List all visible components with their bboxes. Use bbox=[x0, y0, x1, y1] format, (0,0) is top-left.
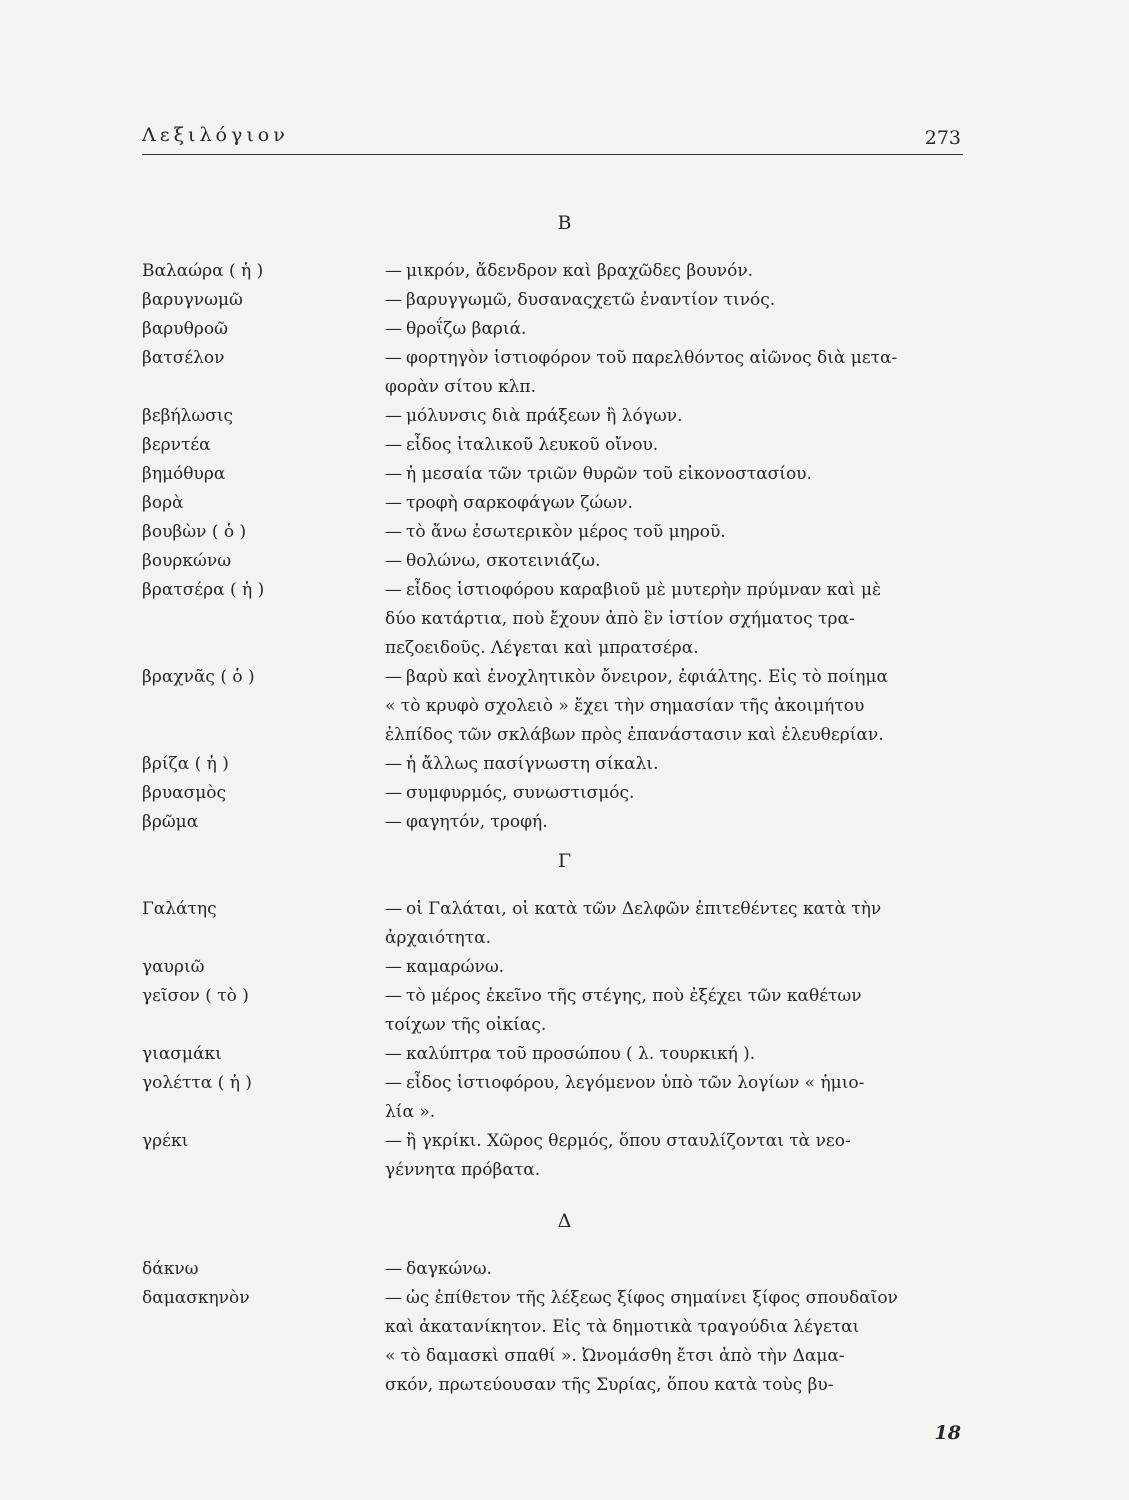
definition-line bbox=[385, 924, 968, 953]
header-rule bbox=[142, 154, 963, 155]
glossary-entry bbox=[142, 779, 968, 808]
definition-line bbox=[385, 982, 968, 1011]
definition-line bbox=[385, 750, 968, 779]
entry-term: γιασμάκι bbox=[142, 1044, 222, 1064]
glossary-entry bbox=[142, 344, 968, 402]
entry-term: βρατσέρα ( ἡ ) bbox=[142, 580, 265, 600]
em-dash: — bbox=[385, 551, 402, 571]
definition-line bbox=[385, 1040, 968, 1069]
definition-text: ἐλπίδος τῶν σκλάβων πρὸς ἐπανάστασιν καὶ ἐλευθερίαν. bbox=[385, 725, 884, 745]
glossary-entry bbox=[142, 431, 968, 460]
definition-text: συμφυρμός, συνωστισμός. bbox=[406, 783, 635, 803]
em-dash: — bbox=[385, 464, 402, 484]
entry-definition bbox=[385, 402, 968, 431]
definition-text: εἶδος ἰταλικοῦ λευκοῦ οἴνου. bbox=[406, 435, 659, 455]
entry-definition bbox=[385, 431, 968, 460]
glossary-entry bbox=[142, 1069, 968, 1127]
glossary-entry bbox=[142, 1127, 968, 1185]
definition-text: εἶδος ἱστιοφόρου καραβιοῦ μὲ μυτερὴν πρύμναν καὶ μὲ bbox=[406, 580, 882, 600]
definition-text: οἱ Γαλάται, οἱ κατὰ τῶν Δελφῶν ἐπιτεθέντες κατὰ τὴν bbox=[406, 899, 882, 919]
definition-line bbox=[385, 1313, 968, 1342]
definition-line bbox=[385, 402, 968, 431]
glossary-entry bbox=[142, 953, 968, 982]
running-head-title: Λεξιλόγιον bbox=[142, 124, 289, 146]
em-dash: — bbox=[385, 667, 402, 687]
em-dash: — bbox=[385, 957, 402, 977]
entry-definition bbox=[385, 1040, 968, 1069]
entry-term: βραχνᾶς ( ὁ ) bbox=[142, 667, 255, 687]
definition-line bbox=[385, 1255, 968, 1284]
definition-line bbox=[385, 489, 968, 518]
definition-text: βαρυγγωμῶ, δυσαναςχετῶ ἐναντίον τινός. bbox=[406, 290, 776, 310]
definition-line bbox=[385, 895, 968, 924]
entry-definition bbox=[385, 257, 968, 286]
entry-definition bbox=[385, 460, 968, 489]
definition-line bbox=[385, 460, 968, 489]
definition-text: θροΐζω βαριά. bbox=[406, 319, 527, 339]
definition-text: φορὰν σίτου κλπ. bbox=[385, 377, 536, 397]
glossary-entry bbox=[142, 489, 968, 518]
entry-term: βρῶμα bbox=[142, 812, 199, 832]
definition-text: φορτηγὸν ἱστιοφόρον τοῦ παρελθόντος αἰῶνος διὰ μετα- bbox=[406, 348, 898, 368]
em-dash: — bbox=[385, 406, 402, 426]
definition-line bbox=[385, 344, 968, 373]
definition-line bbox=[385, 547, 968, 576]
glossary-entry bbox=[142, 547, 968, 576]
glossary-entry bbox=[142, 1284, 968, 1400]
definition-text: καλύπτρα τοῦ προσώπου ( λ. τουρκική ). bbox=[406, 1044, 756, 1064]
entry-definition bbox=[385, 315, 968, 344]
em-dash: — bbox=[385, 348, 402, 368]
entry-definition bbox=[385, 779, 968, 808]
glossary-entry bbox=[142, 402, 968, 431]
entry-term: δάκνω bbox=[142, 1259, 199, 1279]
em-dash: — bbox=[385, 783, 402, 803]
definition-text: σκόν, πρωτεύουσαν τῆς Συρίας, ὅπου κατὰ τοὺς βυ- bbox=[385, 1375, 834, 1395]
glossary-entry bbox=[142, 982, 968, 1040]
entry-definition bbox=[385, 518, 968, 547]
definition-text: λία ». bbox=[385, 1102, 436, 1122]
entry-definition bbox=[385, 1284, 968, 1400]
em-dash: — bbox=[385, 522, 402, 542]
entry-term: γεῖσον ( τὸ ) bbox=[142, 986, 249, 1006]
definition-text: καμαρώνω. bbox=[406, 957, 505, 977]
definition-text: βαρὺ καὶ ἐνοχλητικὸν ὄνειρον, ἐφιάλτης. Εἰς τὸ ποίημα bbox=[406, 667, 888, 687]
em-dash: — bbox=[385, 754, 402, 774]
definition-line bbox=[385, 373, 968, 402]
definition-text: τὸ μέρος ἐκεῖνο τῆς στέγης, ποὺ ἐξέχει τῶν καθέτων bbox=[406, 986, 862, 1006]
definition-line bbox=[385, 576, 968, 605]
entry-term: γολέττα ( ἡ ) bbox=[142, 1073, 252, 1093]
definition-text: γέννητα πρόβατα. bbox=[385, 1160, 541, 1180]
entry-term: Βαλαώρα ( ἡ ) bbox=[142, 261, 264, 281]
em-dash: — bbox=[385, 1073, 402, 1093]
entry-term: βαρυγνωμῶ bbox=[142, 290, 243, 310]
em-dash: — bbox=[385, 580, 402, 600]
glossary-entry bbox=[142, 1040, 968, 1069]
definition-text: « τὸ κρυφὸ σχολειὸ » ἔχει τὴν σημασίαν τῆς ἀκοιμήτου bbox=[385, 696, 865, 716]
definition-line bbox=[385, 605, 968, 634]
definition-line bbox=[385, 779, 968, 808]
entry-definition bbox=[385, 982, 968, 1040]
entry-definition bbox=[385, 663, 968, 750]
entry-definition bbox=[385, 1069, 968, 1127]
entry-term: βεβήλωσις bbox=[142, 406, 234, 426]
entry-definition bbox=[385, 576, 968, 663]
definition-text: θολώνω, σκοτεινιάζω. bbox=[406, 551, 601, 571]
page-number: 273 bbox=[924, 127, 961, 149]
em-dash: — bbox=[385, 435, 402, 455]
em-dash: — bbox=[385, 1044, 402, 1064]
em-dash: — bbox=[385, 261, 402, 281]
section-letter: Β bbox=[557, 212, 572, 234]
definition-text: τροφὴ σαρκοφάγων ζώων. bbox=[406, 493, 633, 513]
entry-term: βρυασμὸς bbox=[142, 783, 227, 803]
definition-line bbox=[385, 315, 968, 344]
glossary-entry bbox=[142, 808, 968, 837]
entry-term: Γαλάτης bbox=[142, 899, 217, 919]
definition-line bbox=[385, 286, 968, 315]
definition-line bbox=[385, 257, 968, 286]
definition-text: ἢ γκρίκι. Χῶρος θερμός, ὅπου σταυλίζονται τὰ νεο- bbox=[406, 1131, 851, 1151]
glossary-entry bbox=[142, 518, 968, 547]
definition-line bbox=[385, 1371, 968, 1400]
em-dash: — bbox=[385, 986, 402, 1006]
definition-text: εἶδος ἱστιοφόρου, λεγόμενον ὑπὸ τῶν λογίων « ἡμιο- bbox=[406, 1073, 865, 1093]
entry-term: γαυριῶ bbox=[142, 957, 205, 977]
printer-signature: 18 bbox=[934, 1422, 961, 1444]
definition-text: ἡ μεσαία τῶν τριῶν θυρῶν τοῦ εἰκονοστασίου. bbox=[406, 464, 812, 484]
entry-term: βουρκώνω bbox=[142, 551, 232, 571]
entry-term: βατσέλον bbox=[142, 348, 225, 368]
entry-term: γρέκι bbox=[142, 1131, 189, 1151]
definition-line bbox=[385, 634, 968, 663]
entry-term: βαρυθροῶ bbox=[142, 319, 228, 339]
definition-line bbox=[385, 692, 968, 721]
entry-definition bbox=[385, 547, 968, 576]
entry-definition bbox=[385, 1255, 968, 1284]
section-letter: Δ bbox=[557, 1210, 572, 1232]
glossary-entry bbox=[142, 663, 968, 750]
definition-line bbox=[385, 721, 968, 750]
entry-definition bbox=[385, 489, 968, 518]
definition-line bbox=[385, 518, 968, 547]
glossary-entry bbox=[142, 576, 968, 663]
entry-definition bbox=[385, 286, 968, 315]
glossary-entry bbox=[142, 1255, 968, 1284]
definition-text: ἡ ἄλλως πασίγνωστη σίκαλι. bbox=[406, 754, 659, 774]
definition-text: φαγητόν, τροφή. bbox=[406, 812, 548, 832]
em-dash: — bbox=[385, 1288, 402, 1308]
definition-line bbox=[385, 1011, 968, 1040]
entry-definition bbox=[385, 750, 968, 779]
entry-definition bbox=[385, 808, 968, 837]
definition-line bbox=[385, 1156, 968, 1185]
glossary-entry bbox=[142, 460, 968, 489]
definition-text: καὶ ἀκατανίκητον. Εἰς τὰ δημοτικὰ τραγούδια λέγεται bbox=[385, 1317, 860, 1337]
em-dash: — bbox=[385, 812, 402, 832]
em-dash: — bbox=[385, 899, 402, 919]
em-dash: — bbox=[385, 290, 402, 310]
definition-line bbox=[385, 1284, 968, 1313]
glossary-entry bbox=[142, 257, 968, 286]
definition-text: τοίχων τῆς οἰκίας. bbox=[385, 1015, 547, 1035]
definition-text: « τὸ δαμασκὶ σπαθί ». Ὠνομάσθη ἔτσι ἀπὸ τὴν Δαμα- bbox=[385, 1346, 845, 1366]
entry-term: δαμασκηνὸν bbox=[142, 1288, 250, 1308]
definition-text: ὡς ἐπίθετον τῆς λέξεως ξίφος σημαίνει ξίφος σπουδαῖον bbox=[406, 1288, 898, 1308]
entry-term: βερντέα bbox=[142, 435, 211, 455]
em-dash: — bbox=[385, 1259, 402, 1279]
glossary-entry bbox=[142, 286, 968, 315]
definition-line bbox=[385, 1127, 968, 1156]
definition-text: δύο κατάρτια, ποὺ ἔχουν ἀπὸ ἓν ἱστίον σχήματος τρα- bbox=[385, 609, 855, 629]
em-dash: — bbox=[385, 319, 402, 339]
definition-text: τὸ ἄνω ἐσωτερικὸν μέρος τοῦ μηροῦ. bbox=[406, 522, 726, 542]
entry-term: βρίζα ( ἡ ) bbox=[142, 754, 229, 774]
entry-definition bbox=[385, 953, 968, 982]
definition-text: ἀρχαιότητα. bbox=[385, 928, 492, 948]
definition-line bbox=[385, 431, 968, 460]
definition-line bbox=[385, 663, 968, 692]
entry-definition bbox=[385, 895, 968, 953]
definition-text: μόλυνσις διὰ πράξεων ἢ λόγων. bbox=[406, 406, 683, 426]
entry-definition bbox=[385, 344, 968, 402]
entry-definition bbox=[385, 1127, 968, 1185]
em-dash: — bbox=[385, 1131, 402, 1151]
definition-line bbox=[385, 953, 968, 982]
definition-line bbox=[385, 808, 968, 837]
definition-line bbox=[385, 1069, 968, 1098]
section-letter: Γ bbox=[557, 850, 572, 872]
em-dash: — bbox=[385, 493, 402, 513]
definition-line bbox=[385, 1098, 968, 1127]
glossary-entry bbox=[142, 895, 968, 953]
entry-term: βουβὼν ( ὁ ) bbox=[142, 522, 247, 542]
glossary-entry bbox=[142, 750, 968, 779]
entry-term: βημόθυρα bbox=[142, 464, 226, 484]
definition-line bbox=[385, 1342, 968, 1371]
definition-text: μικρόν, ἄδενδρον καὶ βραχῶδες βουνόν. bbox=[406, 261, 754, 281]
entry-term: βορὰ bbox=[142, 493, 184, 513]
definition-text: δαγκώνω. bbox=[406, 1259, 492, 1279]
glossary-entry bbox=[142, 315, 968, 344]
definition-text: πεζοειδοῦς. Λέγεται καὶ μπρατσέρα. bbox=[385, 638, 699, 658]
